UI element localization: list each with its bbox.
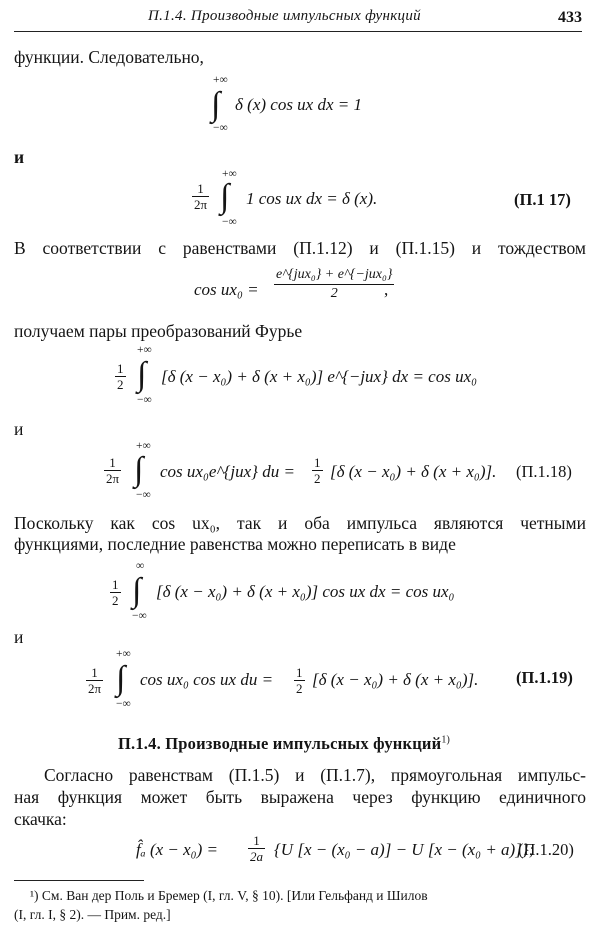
fraction-denominator: 2 xyxy=(274,284,394,303)
integral-upper-limit: +∞ xyxy=(222,168,237,180)
half-fraction xyxy=(294,665,305,696)
integral-upper-limit: +∞ xyxy=(116,648,131,660)
fraction-numerator: 1 xyxy=(117,361,124,376)
coefficient-fraction xyxy=(104,455,121,486)
integral-sign: ∫ xyxy=(137,356,147,393)
equation-comma: , xyxy=(384,280,389,299)
integral-lower-limit: −∞ xyxy=(222,216,237,228)
equation-body: [δ (x − x₀) + δ (x + x₀)] cos ux dx = cos ux₀ xyxy=(156,582,455,601)
integral-upper-limit: +∞ xyxy=(213,74,228,86)
conjunction-and: и xyxy=(14,627,24,647)
equation-2 xyxy=(192,168,422,230)
equation-body: [δ (x − x₀) + δ (x + x₀)]. xyxy=(312,670,479,689)
fraction-denominator: 2 xyxy=(112,593,119,608)
equation-lhs: cos ux₀ = xyxy=(194,280,259,299)
equation-1 xyxy=(205,76,385,136)
paragraph-text: Согласно равенствам (П.1.5) и (П.1.7), прямоугольная импульс- xyxy=(44,765,586,785)
exponential-fraction xyxy=(274,266,394,303)
footnote-text: См. Ван дер Поль и Бремер (I, гл. V, § 10). [Или Гельфанд и Шилов xyxy=(41,888,428,903)
section-heading xyxy=(118,734,450,754)
integral-sign: ∫ xyxy=(220,178,230,215)
equation-number: (П.1.19) xyxy=(516,668,573,687)
equation-8 xyxy=(136,828,535,868)
integral-lower-limit: −∞ xyxy=(136,489,151,501)
equation-body: 1 cos ux dx = δ (x). xyxy=(246,189,378,208)
conjunction-and: и xyxy=(14,419,24,439)
equation-4 xyxy=(115,344,535,406)
coefficient-fraction xyxy=(248,833,265,864)
paragraph-text: ная функция может быть выражена через функцию единичного xyxy=(14,787,586,807)
equation-body: [δ (x − x₀) + δ (x + x₀)]. xyxy=(330,462,497,481)
conjunction-and: и xyxy=(14,147,25,167)
equation-3 xyxy=(194,262,414,312)
equation-body: cos ux₀e^{jux} du = xyxy=(160,462,295,481)
fraction-numerator: 1 xyxy=(296,665,303,680)
fraction-numerator: e^{jux₀} + e^{−jux₀} xyxy=(276,267,393,282)
equation-body: δ (x) cos ux dx = 1 xyxy=(235,95,362,114)
fraction-denominator: 2 xyxy=(296,681,303,696)
fraction-denominator: 2π xyxy=(106,471,120,486)
equation-number: (П.1.18) xyxy=(516,462,572,481)
coefficient-fraction xyxy=(115,361,126,392)
footnote-line xyxy=(30,887,428,905)
integral-sign: ∫ xyxy=(211,86,221,123)
fraction-numerator: 1 xyxy=(112,577,119,592)
equation-number: (П.1.20) xyxy=(518,840,574,859)
paragraph-text: функции. Следовательно, xyxy=(14,47,204,67)
half-fraction xyxy=(312,455,323,486)
integral-upper-limit: ∞ xyxy=(136,560,145,572)
integral-lower-limit: −∞ xyxy=(213,122,228,134)
equation-body: cos ux₀ cos ux du = xyxy=(140,670,274,689)
integral-lower-limit: −∞ xyxy=(137,394,152,406)
equation-body: [δ (x − x₀) + δ (x + x₀)] e^{−jux} dx = cos ux₀ xyxy=(161,367,478,386)
fraction-numerator: 1 xyxy=(314,455,321,470)
paragraph-text: получаем пары преобразований Фурье xyxy=(14,321,303,341)
running-header-title: П.1.4. Производные импульсных функций xyxy=(148,8,421,24)
integral-upper-limit: +∞ xyxy=(137,344,152,356)
fraction-denominator: 2 xyxy=(314,471,321,486)
coefficient-fraction xyxy=(86,665,103,696)
integral-sign: ∫ xyxy=(134,451,144,488)
coefficient-fraction xyxy=(192,181,209,212)
fraction-denominator: 2π xyxy=(88,681,102,696)
fraction-numerator: 1 xyxy=(91,665,98,680)
fraction-numerator: 1 xyxy=(197,181,204,196)
coefficient-fraction xyxy=(110,577,121,608)
section-heading-text: П.1.4. Производные импульсных функций xyxy=(118,734,442,753)
equation-body: {U [x − (x₀ − a)] − U [x − (x₀ + a)]}; xyxy=(274,840,535,859)
equation-5 xyxy=(104,440,504,502)
paragraph-text: функциями, последние равенства можно переписать в виде xyxy=(14,534,456,554)
footnote-text: (I, гл. I, § 2). — Прим. ред.] xyxy=(14,907,171,922)
fraction-denominator: 2 xyxy=(117,377,124,392)
equation-lhs: f̂ₐ (x − x₀) = xyxy=(136,840,218,859)
integral-sign: ∫ xyxy=(116,660,126,697)
footnote-marker: ¹) xyxy=(30,888,39,903)
footnote-reference: 1) xyxy=(441,734,451,746)
paragraph-text: Поскольку как cos ux₀, так и оба импульса являются четными xyxy=(14,513,586,533)
fraction-numerator: 1 xyxy=(253,833,260,848)
footnote-rule xyxy=(14,880,144,881)
equation-6 xyxy=(110,560,530,622)
integral-lower-limit: −∞ xyxy=(132,610,147,622)
page-number: 433 xyxy=(558,9,582,26)
header-rule xyxy=(14,31,582,32)
fraction-numerator: 1 xyxy=(109,455,116,470)
integral-sign: ∫ xyxy=(132,572,142,609)
equation-number: (П.1 17) xyxy=(514,190,571,209)
integral-upper-limit: +∞ xyxy=(136,440,151,452)
paragraph-text: В соответствии с равенствами (П.1.12) и (П.1.15) и тождеством xyxy=(14,238,586,258)
fraction-denominator: 2a xyxy=(250,849,263,864)
equation-7 xyxy=(86,648,506,710)
paragraph-text: скачка: xyxy=(14,809,67,829)
integral-lower-limit: −∞ xyxy=(116,698,131,710)
fraction-denominator: 2π xyxy=(194,197,208,212)
